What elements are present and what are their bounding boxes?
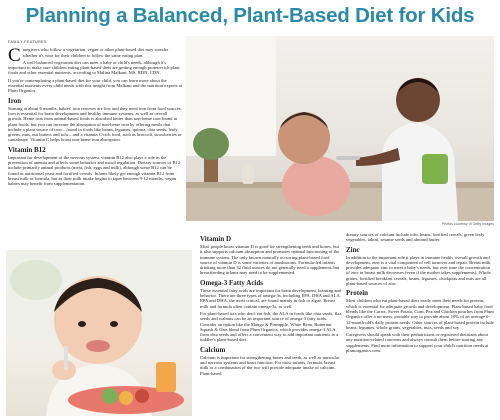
iron-heading: Iron [8,96,22,105]
photo-credit: Photos courtesy of Getty Images [441,222,494,226]
section-kicker: FAMILY FEATURES [8,40,47,44]
omega-body-2: For plant-based tots who don't eat fish, the ALA in foods like chia seeds, flax seeds and walnuts can be an important source of omega-3 fatty acids. Consider an option like the Mango & Pineapple, White Bean, Butternut Squash & Oats blend from Plum Organics, which provides omega-3 ALA from chia seeds and offers a convenient way to add important nutrients to a toddler's plant-based diet. [200,310,342,343]
intro-paragraph-1: Caregivers who follow a vegetarian, vegan or other plant-based diet may wonder whether it's wise for their children to follow the same eating plan. [8,45,169,67]
intro-paragraph-3: If you're contemplating a plant-based diet for your child, you can learn more about the essential nutrients every child needs with this insight from Malkani and the nutrition experts at Plum Organics. [8,77,183,94]
right-column [346,232,494,355]
middle-column [200,232,342,378]
drop-cap: C [8,45,21,67]
zinc-body: In addition to the important role it plays in immune health, overall growth and development, zinc is a vital component of cell turnover and repair. Breast milk provides adequate zinc to meet a baby's needs, but over time the concentration of zinc in breast milk decreases (even if the mother takes supplements). Whole grains, fortified breakfast cereals, beans, legumes, chickpeas and nuts are all plant-based sources of zinc. [346,254,491,287]
intro-paragraph-2: A well-balanced vegetarian diet can meet a baby or child's needs, although it's important to make sure children eating plant-based diets are getting enough protein-rich plant foods and other essential nutrients, according to Malina Malkani, MS, RDN, CDN. [8,59,180,76]
photo-father-feeding-child [186,36,494,221]
calcium-heading: Calcium [200,345,226,354]
vitamin-d-body: Most people know vitamin D is good for strengthening teeth and bones, but it also supports calcium absorption and promotes optimal functioning of the immune system. The only known naturally occurring plant-based food source of vitamin D is some varieties of mushrooms. Formula-fed infants drinking more than 32 fluid ounces do not generally need a supplement, but breastfeeding infants may need to be supplemented. [200,244,340,276]
omega-body-1: These essential fatty acids are important for brain development, learning and behavior. There are three types of omega-3s, including EPA, DHA and ALA. EPA and DHA, the most critical, are found mainly in fish or algae. Breast milk and formula often contain omega-3s, as well. [200,287,341,309]
protein-body-2: Caregivers should speak with their pediatricians or registered dietitians about any nutrition-related concerns and always consult them before starting any supplements. Find more information to support your child's nutrition needs at plumorganics.com. [346,332,489,354]
page-title: Planning a Balanced, Plant-Based Diet for Kids [25,4,475,27]
iron-body: Starting at about 6 months, babies' iron reserves are low and they need iron from food sources. Iron is essential for brain development and healthy immune systems, as well as overall growth. Heme iron from animal-based foods is absorbed better than non-heme iron found in plant foods, but you can increase the absorption of non-heme iron by offering meals that include a plant source of iron – found in foods like beans, legumes, quinoa, chia seeds, leafy greens, nuts, nut butters and tofu – and a vitamin C-rich food, such as broccoli, strawberries or cantaloupe. Vitamin C helps boost non-heme iron absorption. [8,105,182,143]
omega-heading: Omega-3 Fatty Acids [200,278,263,287]
calcium-continued: dietary sources of calcium include tofu, beans, fortified cereals, green leafy vegetables, tahini, sesame seeds and almond butter. [346,232,485,243]
b12-body: Important for development of the nervous system, vitamin B12 also plays a role in the prevention of anemia and affects some behavior and mood regulation. Dietary sources of B12 include primarily animal products (meat, fish, eggs and milk), although some B12 can be found in nutritional yeast and fortified cereals. Infants likely get enough vitamin B12 from breast milk or formula, but as their milk intake begins to taper between 9-12 months, vegan babies may benefit from supplementation. [8,154,181,187]
calcium-body: Calcium is important for strengthening bones and teeth, as well as muscular and nervous systems and heart function. For most infants, formula, breast milk or a combination of the two will provide adequate intake of calcium. Plant-based [200,354,340,376]
b12-heading: Vitamin B12 [8,145,46,154]
father-child-illustration [186,36,494,221]
vitamin-d-heading: Vitamin D [200,235,232,243]
zinc-heading: Zinc [346,245,360,254]
photo-baby-eating [6,250,192,416]
left-column [8,40,182,189]
baby-illustration [6,250,192,416]
protein-body-1: Most children who eat plant-based diets easily meet their needs for protein, which is essential for adequate growth and development. Plant-based baby food blends like the Carrot, Sweet Potato, Corn, Pea and Chicken pouches from Plum Organics offer a no-mess, portable way to provide about 10% of an average 6-12-month-old's daily protein needs. Other sources of plant-based protein include beans, legumes, whole grains, vegetables, nuts, seeds and soy. [346,298,494,330]
protein-heading: Protein [346,289,369,298]
